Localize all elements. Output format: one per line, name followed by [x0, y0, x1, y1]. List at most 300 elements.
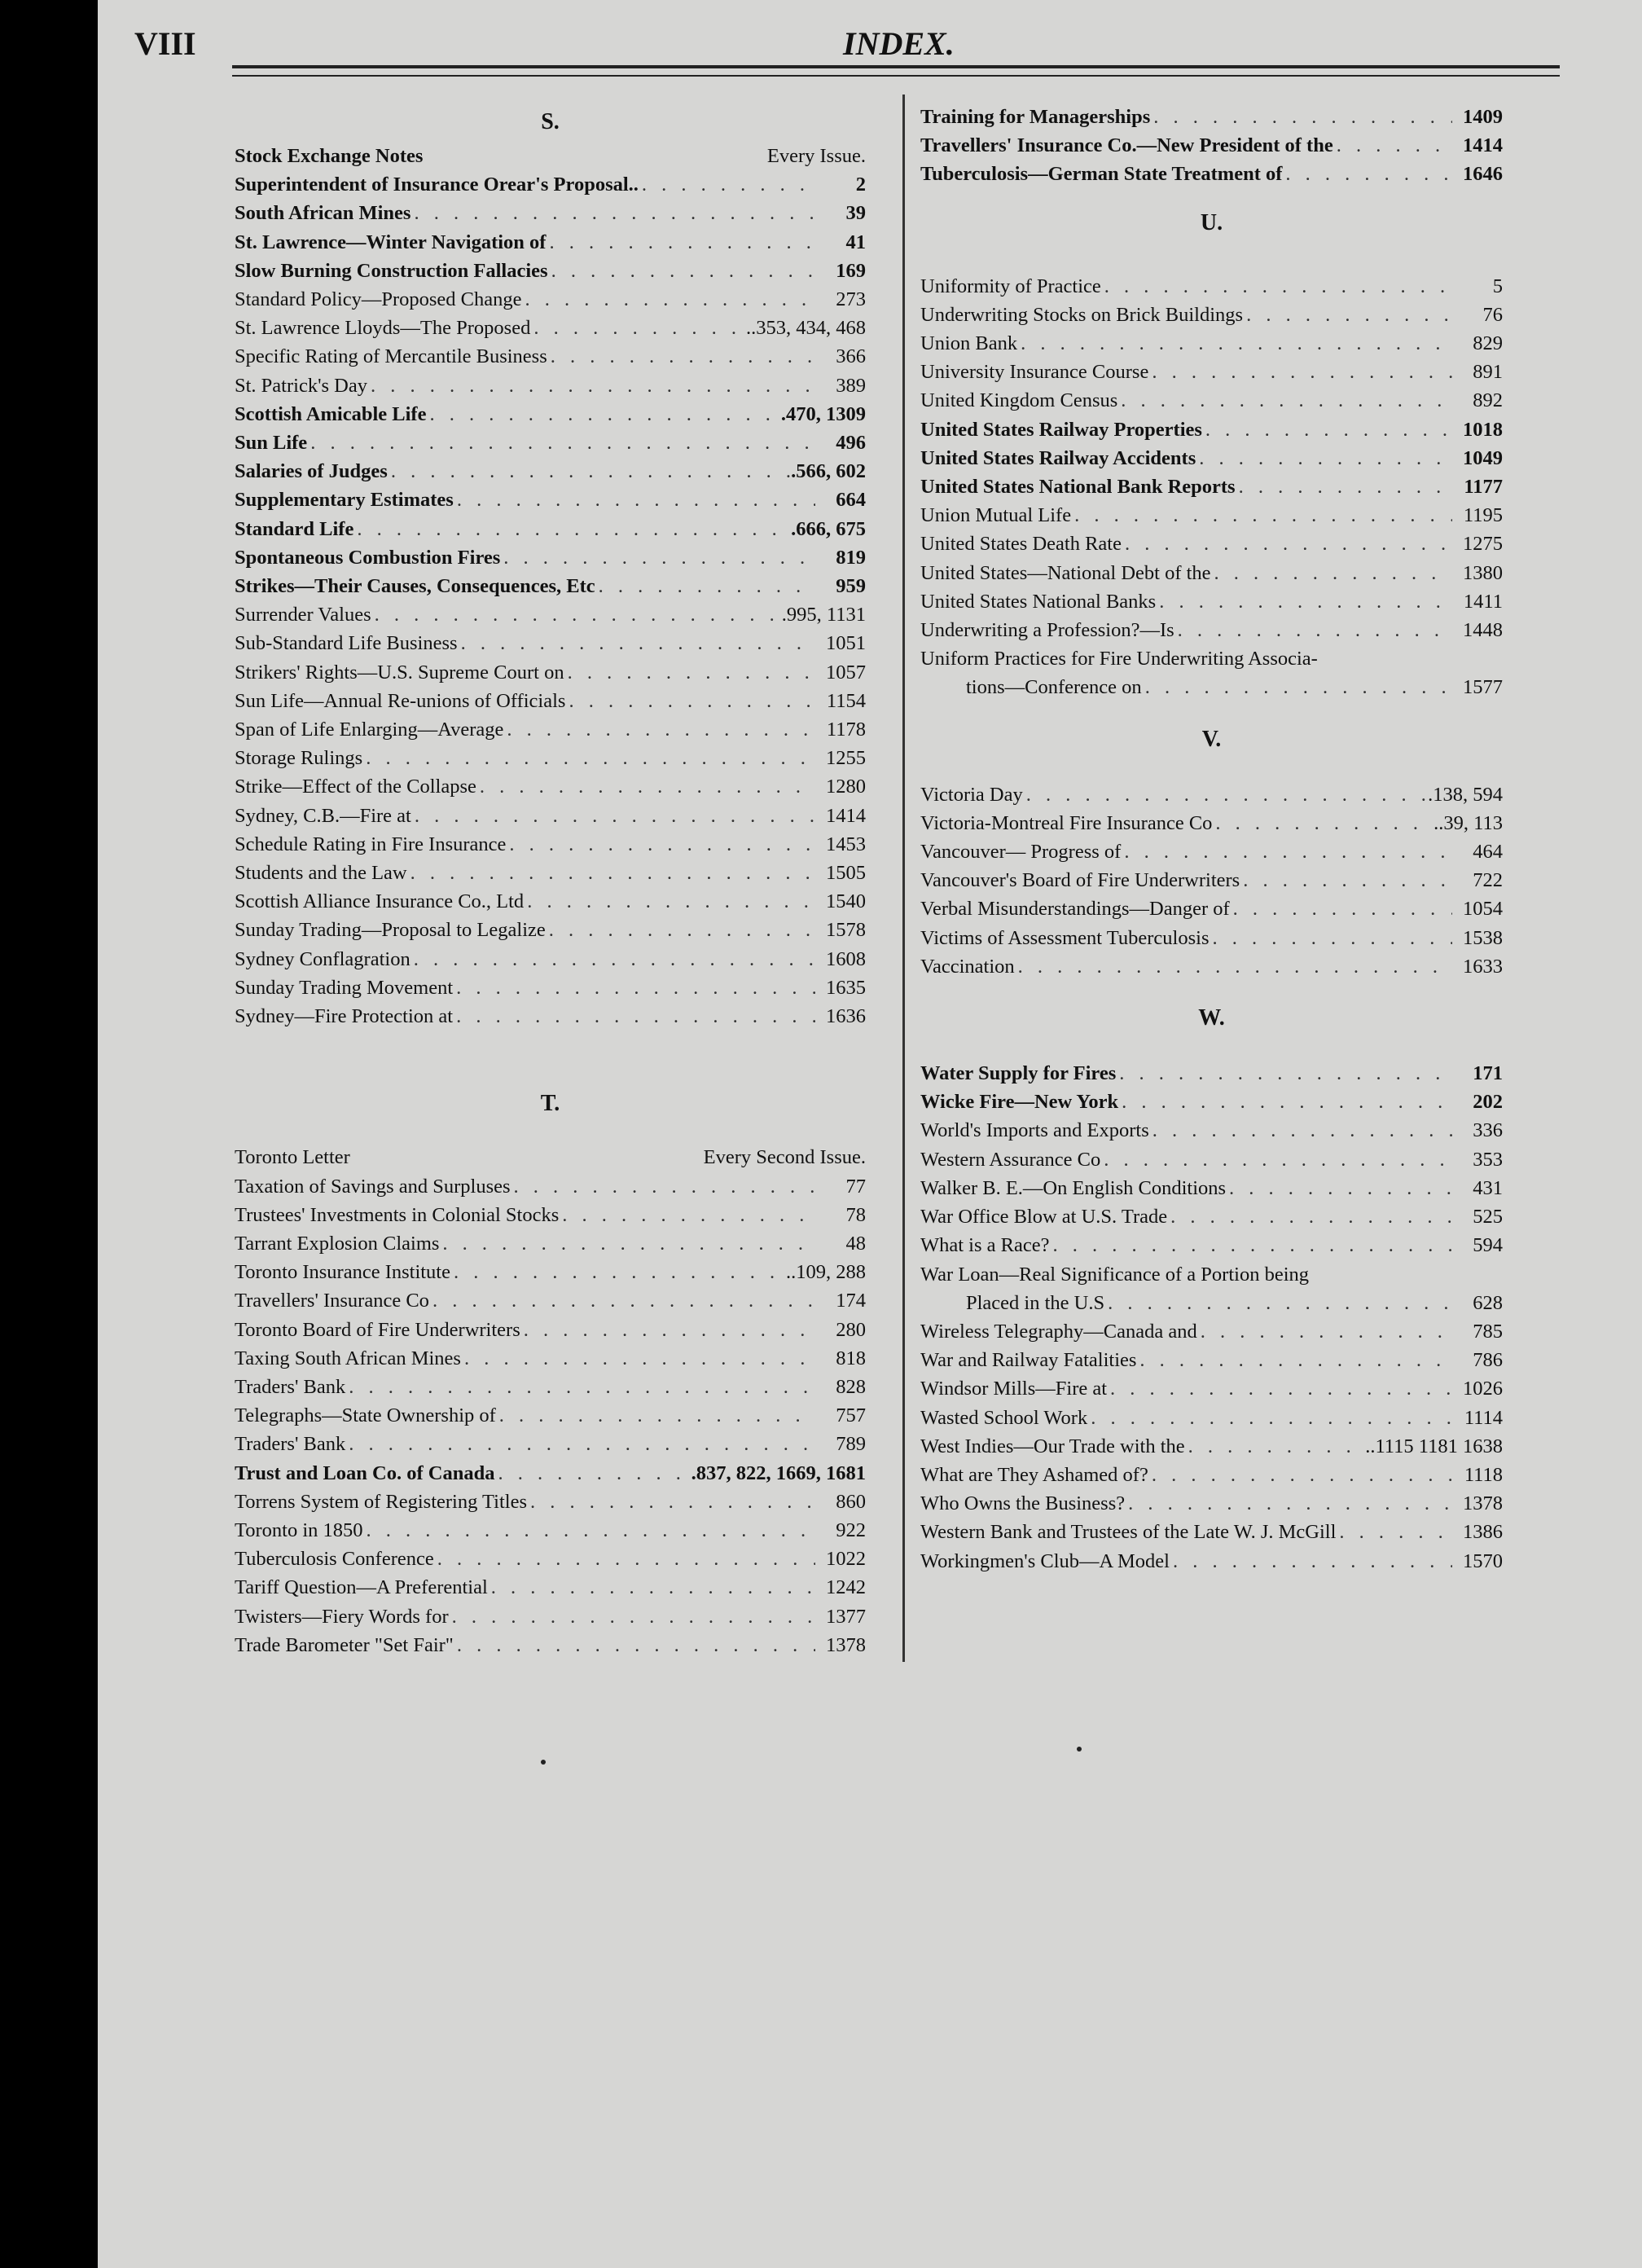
entry-title: Water Supply for Fires [920, 1062, 1117, 1085]
index-entry [920, 952, 1503, 981]
entry-page: 1057 [826, 661, 866, 683]
entry-page: 1386 [1463, 1521, 1503, 1544]
entry-title: United States Death Rate [920, 533, 1122, 556]
entry-title: Salaries of Judges [235, 460, 388, 483]
index-entry [235, 371, 866, 400]
entry-title: Telegraphs—State Ownership of [235, 1404, 496, 1427]
index-entry [920, 272, 1503, 301]
index-entry [235, 1258, 866, 1286]
index-entry [920, 1346, 1503, 1374]
entry-title: Strikes—Their Causes, Consequences, Etc [235, 575, 595, 598]
entry-title: Strike—Effect of the Collapse [235, 776, 476, 798]
entry-title: Wicke Fire—New York [920, 1091, 1119, 1114]
index-entry [235, 887, 866, 916]
entry-title: Western Assurance Co [920, 1148, 1101, 1171]
entry-page: 1242 [826, 1576, 866, 1599]
entry-title: Sydney Conflagration [235, 947, 410, 970]
entry-title: Taxing South African Mines [235, 1347, 461, 1369]
index-entry [235, 257, 866, 285]
entry-page: 785 [1473, 1320, 1503, 1343]
leader-dots [1170, 1547, 1452, 1576]
entry-title: Who Owns the Business? [920, 1492, 1126, 1515]
index-entry [920, 1518, 1503, 1546]
entry-title: Windsor Mills—Fire at [920, 1378, 1108, 1400]
entry-page: Every Second Issue. [703, 1146, 866, 1169]
leader-dots [503, 715, 815, 744]
entry-title: Toronto in 1850 [235, 1519, 363, 1541]
entry-title: Toronto Letter [235, 1146, 350, 1169]
entry-title: Students and the Law [235, 862, 407, 885]
entry-title: Trust and Loan Co. of Canada [235, 1461, 495, 1484]
entry-page: 1049 [1463, 446, 1503, 469]
entry-page: 722 [1473, 869, 1503, 892]
leader-dots [1156, 587, 1452, 616]
entry-page: 389 [836, 374, 866, 397]
entry-page: 1414 [826, 804, 866, 827]
leader-dots [434, 1545, 815, 1573]
entry-title: What is a Race? [920, 1234, 1050, 1257]
index-entry [920, 1317, 1503, 1346]
index-entry [235, 945, 866, 974]
index-entry [235, 1143, 866, 1171]
page-title: INDEX. [843, 25, 955, 62]
entry-title: United Kingdom Census [920, 389, 1118, 412]
leader-dots [450, 1258, 786, 1286]
index-entry [920, 1432, 1503, 1461]
entry-page: 1018 [1463, 418, 1503, 441]
leader-dots [1197, 1317, 1452, 1346]
entry-title: Training for Managerships [920, 106, 1151, 128]
leader-dots [363, 1516, 815, 1545]
entry-page: 78 [845, 1203, 866, 1226]
leader-dots [410, 945, 815, 974]
leader-dots [511, 1172, 815, 1201]
index-entry [920, 301, 1503, 329]
entry-page: 860 [836, 1490, 866, 1513]
index-entry [920, 103, 1503, 131]
index-entry [235, 1631, 866, 1659]
leader-dots [1071, 501, 1452, 530]
entry-title: Surrender Values [235, 604, 371, 626]
entry-page: ..109, 288 [786, 1261, 866, 1284]
index-entry [920, 1231, 1503, 1259]
entry-title: United States—National Debt of the [920, 561, 1211, 584]
entry-title: Sydney, C.B.—Fire at [235, 804, 411, 827]
entry-page: 77 [845, 1175, 866, 1198]
leader-dots [307, 429, 815, 457]
index-entry [920, 616, 1503, 644]
index-entry [920, 358, 1503, 386]
entry-title: West Indies—Our Trade with the [920, 1435, 1185, 1457]
entry-page: 1633 [1463, 955, 1503, 978]
entry-page: 41 [845, 231, 866, 253]
leader-dots [1116, 1059, 1452, 1088]
index-entry [235, 1316, 866, 1344]
index-entry [920, 1174, 1503, 1202]
leader-dots [595, 572, 815, 600]
leader-dots [548, 257, 815, 285]
entry-page: 431 [1473, 1176, 1503, 1199]
index-entry-wrapped-cont [920, 1289, 1503, 1317]
entry-title: Traders' Bank [235, 1375, 346, 1398]
entry-title: Walker B. E.—On English Conditions [920, 1176, 1227, 1199]
section-t-continued-entries [920, 103, 1503, 189]
entry-title: Tuberculosis Conference [235, 1548, 434, 1571]
leader-dots [522, 285, 816, 314]
entry-title: Toronto Board of Fire Underwriters [235, 1318, 520, 1341]
index-entry [920, 837, 1503, 866]
index-entry [235, 715, 866, 744]
entry-page: 76 [1482, 303, 1503, 326]
entry-page: 1578 [826, 919, 866, 942]
index-entry [920, 924, 1503, 952]
entry-title: Scottish Amicable Life [235, 402, 427, 425]
leader-dots [527, 1488, 815, 1516]
entry-title: Vaccination [920, 955, 1015, 978]
entry-page: 353 [1473, 1148, 1503, 1171]
entry-title: Specific Rating of Mercantile Business [235, 345, 547, 368]
entry-title: Tarrant Explosion Claims [235, 1232, 440, 1255]
entry-page: 273 [836, 288, 866, 311]
index-entry [235, 600, 866, 629]
entry-title: United States Railway Accidents [920, 446, 1196, 469]
leader-dots [1211, 559, 1452, 587]
entry-page: 1054 [1463, 898, 1503, 921]
index-entry [235, 543, 866, 572]
entry-page: .837, 822, 1669, 1681 [691, 1461, 866, 1484]
entry-title: Sun Life [235, 432, 308, 455]
column-divider [902, 94, 905, 1662]
leader-dots [388, 457, 791, 486]
entry-page: 1280 [826, 776, 866, 798]
entry-title: Vancouver's Board of Fire Underwriters [920, 869, 1240, 892]
entry-page: 628 [1473, 1291, 1503, 1314]
entry-title: Stock Exchange Notes [235, 145, 424, 167]
index-entry [235, 859, 866, 887]
entry-page: 1022 [826, 1548, 866, 1571]
leader-dots [353, 515, 791, 543]
index-entry [920, 780, 1503, 809]
entry-page: .470, 1309 [780, 402, 866, 425]
leader-dots [1230, 894, 1452, 923]
index-entry [920, 1374, 1503, 1403]
left-column [235, 103, 866, 1659]
entry-title: Victims of Assessment Tuberculosis [920, 926, 1210, 949]
index-entry [235, 314, 866, 342]
index-entry [235, 400, 866, 429]
index-entry [920, 894, 1503, 923]
entry-page: 464 [1473, 841, 1503, 864]
entry-page: 1635 [826, 976, 866, 999]
leader-dots [371, 600, 782, 629]
index-entry-wrapped [920, 1260, 1503, 1289]
entry-page: 1178 [826, 719, 866, 741]
index-entry [920, 1547, 1503, 1576]
entry-title: Slow Burning Construction Fallacies [235, 259, 548, 282]
index-entry [920, 501, 1503, 530]
leader-dots [1015, 952, 1452, 981]
entry-title: Twisters—Fiery Words for [235, 1605, 449, 1628]
entry-title: Travellers' Insurance Co.—New President of the [920, 134, 1333, 157]
entry-title: Taxation of Savings and Surpluses [235, 1175, 511, 1198]
entry-title: Union Mutual Life [920, 504, 1072, 527]
entry-title: Storage Rulings [235, 747, 363, 770]
leader-dots [524, 887, 815, 916]
section-letter-w: W. [1198, 1005, 1225, 1031]
leader-dots [1282, 160, 1452, 188]
entry-page: 1414 [1463, 134, 1503, 157]
index-entry [235, 486, 866, 514]
leader-dots [461, 1344, 815, 1373]
index-entry [920, 1059, 1503, 1088]
entry-title: Sun Life—Annual Re-unions of Officials [235, 689, 566, 712]
entry-title: Underwriting Stocks on Brick Buildings [920, 303, 1244, 326]
index-entry [235, 457, 866, 486]
entry-title: University Insurance Course [920, 361, 1149, 384]
leader-dots [1185, 1432, 1366, 1461]
leader-dots [1100, 1145, 1452, 1174]
leader-dots [367, 371, 815, 400]
index-entry [235, 658, 866, 687]
entry-title: Torrens System of Registering Titles [235, 1490, 527, 1513]
index-entry [920, 444, 1503, 472]
entry-page: 1409 [1463, 106, 1503, 128]
print-speck [1077, 1747, 1082, 1752]
entry-title: Trustees' Investments in Colonial Stocks [235, 1203, 560, 1226]
entry-page: 1377 [826, 1605, 866, 1628]
entry-title: Victoria-Montreal Fire Insurance Co [920, 811, 1213, 834]
index-entry-wrapped [920, 644, 1503, 673]
entry-page: .666, 675 [791, 517, 866, 540]
entry-title: Sub-Standard Life Business [235, 632, 458, 655]
entry-title: Toronto Insurance Institute [235, 1261, 450, 1284]
index-entry [235, 170, 866, 199]
entry-page: 757 [836, 1404, 866, 1427]
leader-dots [449, 1602, 815, 1631]
entry-page: ..39, 113 [1433, 811, 1503, 834]
leader-dots [362, 744, 815, 772]
leader-dots [1049, 1231, 1452, 1259]
index-entry [235, 772, 866, 801]
entry-title: Verbal Misunderstandings—Danger of [920, 898, 1230, 921]
leader-dots [1101, 272, 1452, 301]
entry-page: 525 [1473, 1206, 1503, 1228]
entry-page: 1378 [1463, 1492, 1503, 1515]
entry-title: Union Bank [920, 332, 1018, 355]
index-entry [920, 415, 1503, 444]
index-entry [235, 1488, 866, 1516]
index-entry [920, 1145, 1503, 1174]
leader-dots [1174, 616, 1452, 644]
entry-page: 39 [845, 202, 866, 225]
leader-dots [1121, 837, 1452, 866]
entry-page: 594 [1473, 1234, 1503, 1257]
section-v-entries [920, 780, 1503, 981]
section-letter-t: T. [540, 1091, 560, 1117]
index-entry [235, 1573, 866, 1602]
leader-dots [345, 1430, 815, 1458]
entry-page: 1154 [826, 689, 866, 712]
index-entry [235, 572, 866, 600]
entry-page: .995, 1131 [781, 604, 866, 626]
index-entry [235, 687, 866, 715]
leader-dots [410, 199, 815, 227]
entry-page: 1570 [1463, 1549, 1503, 1572]
entry-page: 1380 [1463, 561, 1503, 584]
entry-title: United States National Banks [920, 590, 1157, 613]
leader-dots [1087, 1404, 1452, 1432]
index-entry [920, 1116, 1503, 1145]
entry-page: 1118 [1464, 1463, 1503, 1486]
index-entry [920, 866, 1503, 894]
entry-title: Western Bank and Trustees of the Late W. J. McGill [920, 1521, 1337, 1544]
entry-page: 1051 [826, 632, 866, 655]
entry-page: 1608 [826, 947, 866, 970]
index-entry [920, 1404, 1503, 1432]
entry-title: Travellers' Insurance Co [235, 1290, 429, 1312]
entry-page: 829 [1473, 332, 1503, 355]
entry-page: 959 [836, 575, 866, 598]
entry-page: 1636 [826, 1005, 866, 1028]
entry-page: 1448 [1463, 619, 1503, 642]
leader-dots [1117, 386, 1452, 415]
index-entry [920, 587, 1503, 616]
entry-title: Superintendent of Insurance Orear's Proposal.. [235, 174, 639, 196]
leader-dots [564, 658, 815, 687]
entry-page: 169 [836, 259, 866, 282]
entry-title: War Office Blow at U.S. Trade [920, 1206, 1168, 1228]
index-entry [235, 1459, 866, 1488]
entry-title: What are They Ashamed of? [920, 1463, 1148, 1486]
section-letter-v: V. [1201, 726, 1222, 752]
index-entry [920, 1088, 1503, 1116]
leader-dots [426, 400, 780, 429]
entry-title: Wireless Telegraphy—Canada and [920, 1320, 1197, 1343]
leader-dots [1122, 530, 1452, 558]
leader-dots [1336, 1518, 1452, 1546]
leader-dots [488, 1573, 815, 1602]
entry-title: Sydney—Fire Protection at [235, 1005, 454, 1028]
entry-page: 819 [836, 546, 866, 569]
section-w-entries [920, 1059, 1503, 1259]
leader-dots [565, 687, 815, 715]
entry-page: 171 [1473, 1062, 1503, 1085]
page-number: VIII [134, 25, 196, 62]
entry-page: 174 [836, 1290, 866, 1312]
index-entry [235, 1602, 866, 1631]
entry-page: 892 [1473, 389, 1503, 412]
index-entry [235, 1344, 866, 1373]
entry-page: .566, 602 [791, 460, 866, 483]
leader-dots [494, 1459, 691, 1488]
entry-page: 789 [836, 1433, 866, 1456]
index-entry [235, 744, 866, 772]
index-entry [235, 1172, 866, 1201]
entry-title-line2: tions—Conference on [966, 676, 1142, 699]
index-entry [235, 916, 866, 944]
index-entry [235, 1430, 866, 1458]
entry-page: 664 [836, 489, 866, 512]
entry-page: ..1115 1181 1638 [1365, 1435, 1503, 1457]
entry-title-line2: Placed in the U.S [966, 1291, 1105, 1314]
entry-title-line1: Uniform Practices for Fire Underwriting Associa- [920, 648, 1318, 670]
entry-page: 1378 [826, 1633, 866, 1656]
leader-dots [500, 543, 815, 572]
entry-page: 1177 [1464, 476, 1503, 499]
leader-dots [1125, 1489, 1452, 1518]
entry-title: Standard Policy—Proposed Change [235, 288, 522, 311]
index-entry [235, 285, 866, 314]
index-entry [235, 1002, 866, 1031]
index-entry [235, 228, 866, 257]
leader-dots [1017, 329, 1452, 358]
entry-page: 1453 [826, 833, 866, 855]
entry-page: 828 [836, 1375, 866, 1398]
entry-page: 922 [836, 1519, 866, 1541]
index-entry [920, 1461, 1503, 1489]
header-rule-thin [232, 75, 1560, 77]
leader-dots [454, 486, 815, 514]
leader-dots [1023, 780, 1428, 809]
entry-page: .138, 594 [1428, 783, 1503, 806]
leader-dots [1148, 358, 1452, 386]
index-entry [235, 429, 866, 457]
index-entry [235, 1545, 866, 1573]
leader-dots [1148, 1461, 1452, 1489]
leader-dots [520, 1316, 815, 1344]
leader-dots [411, 802, 815, 830]
right-column [920, 103, 1503, 1576]
entry-page: 48 [845, 1232, 866, 1255]
index-entry [235, 629, 866, 657]
index-entry [920, 1489, 1503, 1518]
entry-title: St. Lawrence Lloyds—The Proposed [235, 317, 531, 340]
index-entry [235, 1516, 866, 1545]
entry-page: 891 [1473, 361, 1503, 384]
entry-title: Sunday Trading Movement [235, 976, 454, 999]
leader-dots [1118, 1088, 1452, 1116]
index-entry [235, 142, 866, 170]
leader-dots [429, 1286, 815, 1315]
index-entry [235, 199, 866, 227]
index-entry [235, 1286, 866, 1315]
entry-title: Workingmen's Club—A Model [920, 1549, 1170, 1572]
leader-dots [454, 1631, 815, 1659]
entry-title: Vancouver— Progress of [920, 841, 1122, 864]
entry-page: 1577 [1463, 676, 1503, 699]
leader-dots [1236, 472, 1452, 501]
entry-title: Uniformity of Practice [920, 275, 1101, 297]
leader-dots [496, 1401, 815, 1430]
leader-dots [453, 974, 815, 1002]
index-entry [235, 802, 866, 830]
index-entry [920, 559, 1503, 587]
index-entry [920, 131, 1503, 160]
entry-title-line1: War Loan—Real Significance of a Portion being [920, 1263, 1309, 1286]
leader-dots [546, 916, 815, 944]
leader-dots [1333, 131, 1452, 160]
leader-dots [1226, 1174, 1452, 1202]
index-entry [235, 515, 866, 543]
entry-page: 1114 [1464, 1406, 1503, 1429]
header-rule [232, 65, 1560, 68]
entry-title: St. Patrick's Day [235, 374, 367, 397]
leader-dots [506, 830, 815, 859]
section-u-entries [920, 272, 1503, 645]
entry-page: 336 [1473, 1119, 1503, 1142]
entry-page: 202 [1473, 1091, 1503, 1114]
entry-title: Trade Barometer "Set Fair" [235, 1633, 454, 1656]
